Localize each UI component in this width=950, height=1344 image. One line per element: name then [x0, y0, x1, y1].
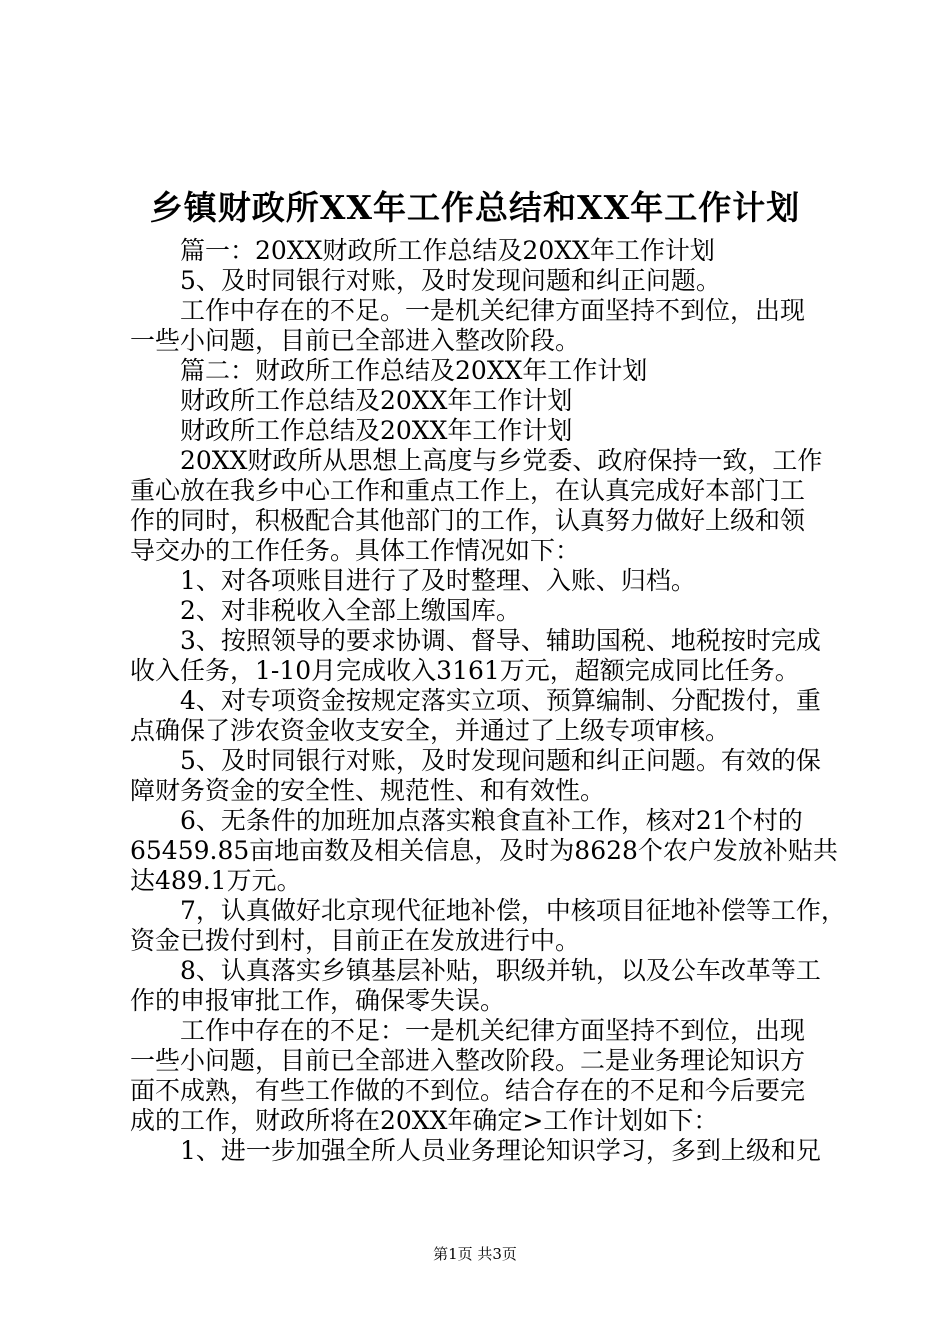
body-line: 8、认真落实乡镇基层补贴，职级并轨，以及公车改革等工: [130, 956, 821, 985]
body-line: 篇二：财政所工作总结及20XX年工作计划: [130, 356, 648, 385]
body-line: 篇一：20XX财政所工作总结及20XX年工作计划: [130, 236, 715, 265]
body-line: 作的同时，积极配合其他部门的工作，认真努力做好上级和领: [130, 506, 806, 535]
body-line: 工作中存在的不足。一是机关纪律方面坚持不到位，出现: [130, 296, 806, 325]
body-line: 障财务资金的安全性、规范性、和有效性。: [130, 776, 606, 805]
body-line: 1、进一步加强全所人员业务理论知识学习，多到上级和兄: [130, 1136, 821, 1165]
body-line: 收入任务，1-10月完成收入3161万元，超额完成同比任务。: [130, 656, 800, 685]
body-line: 65459.85亩地亩数及相关信息，及时为8628个农户发放补贴共: [130, 836, 838, 865]
page-footer: 第1页 共3页: [433, 1245, 517, 1263]
body-line: 重心放在我乡中心工作和重点工作上，在认真完成好本部门工: [130, 476, 806, 505]
body-line: 4、对专项资金按规定落实立项、预算编制、分配拨付，重: [130, 686, 821, 715]
body-line: 一些小问题，目前已全部进入整改阶段。二是业务理论知识方: [130, 1046, 806, 1075]
body-line: 6、无条件的加班加点落实粮食直补工作，核对21个村的: [130, 806, 803, 835]
document-title: 乡镇财政所XX年工作总结和XX年工作计划: [149, 188, 801, 227]
body-line: 5、及时同银行对账，及时发现问题和纠正问题。: [130, 266, 721, 295]
body-line: 导交办的工作任务。具体工作情况如下：: [130, 536, 581, 565]
body-line: 工作中存在的不足：一是机关纪律方面坚持不到位，出现: [130, 1016, 806, 1045]
body-line: 5、及时同银行对账，及时发现问题和纠正问题。有效的保: [130, 746, 821, 775]
body-line: 2、对非税收入全部上缴国库。: [130, 596, 521, 625]
body-line: 7，认真做好北京现代征地补偿，中核项目征地补偿等工作，: [130, 896, 846, 925]
body-line: 20XX财政所从思想上高度与乡党委、政府保持一致，工作: [130, 446, 823, 475]
body-line: 1、对各项账目进行了及时整理、入账、归档。: [130, 566, 696, 595]
body-line: 达489.1万元。: [130, 866, 302, 895]
body-line: 3、按照领导的要求协调、督导、辅助国税、地税按时完成: [130, 626, 821, 655]
body-line: 财政所工作总结及20XX年工作计划: [130, 386, 573, 415]
body-line: 成的工作，财政所将在20XX年确定>工作计划如下：: [130, 1106, 719, 1135]
document-body: [130, 236, 846, 1166]
body-line: 点确保了涉农资金收支安全，并通过了上级专项审核。: [130, 716, 731, 745]
body-line: 财政所工作总结及20XX年工作计划: [130, 416, 573, 445]
body-line: 面不成熟，有些工作做的不到位。结合存在的不足和今后要完: [130, 1076, 806, 1105]
body-line: 作的申报审批工作，确保零失误。: [130, 986, 506, 1015]
body-line: 资金已拨付到村，目前正在发放进行中。: [130, 926, 581, 955]
body-line: 一些小问题，目前已全部进入整改阶段。: [130, 326, 581, 355]
